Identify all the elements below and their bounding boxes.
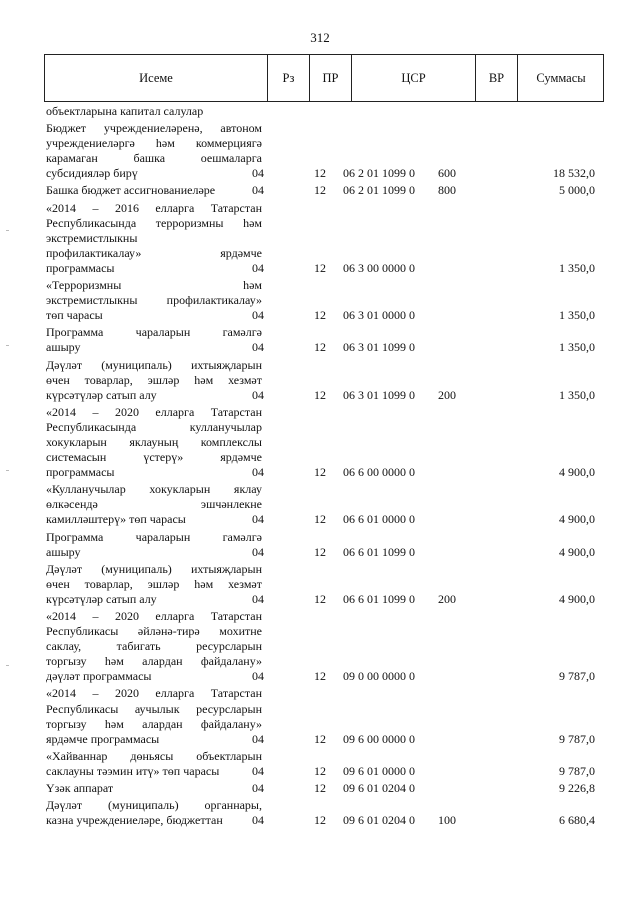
cell-csr: 06 2 01 1099 0 [343,183,415,198]
cell-sum: 1 350,0 [559,387,595,402]
row-name-line: «2014 – 2020 елларга Татарстан [46,404,262,419]
table-row [46,749,602,779]
cell-vr: 100 [438,813,456,828]
cell-rz: 04 [252,813,264,828]
cell-rz: 04 [252,763,264,778]
row-name-line: Дәүләт (муниципаль) ихтыяҗларын [46,357,262,372]
row-name-line: казна учреждениеләре, бюджеттан [46,813,223,828]
row-name-line: ярдәмче программасы [46,731,160,746]
table-row [46,325,602,355]
cell-sum: 4 900,0 [559,591,595,606]
cell-csr: 06 3 00 0000 0 [343,260,415,275]
row-name [46,781,262,796]
row-name-line: Бюджет учреждениеләренә, автоном [46,121,262,136]
row-name-line: саклау, табигать ресурсларын [46,639,262,654]
cell-rz: 04 [252,308,264,323]
cell-csr: 09 6 01 0204 0 [343,781,415,796]
row-name [46,609,262,684]
header-csr: ЦСР [352,55,476,101]
cell-sum: 1 350,0 [559,340,595,355]
row-name-line: өлкәсендә эшчәнлекне [46,497,262,512]
cell-sum: 9 787,0 [559,763,595,778]
cell-pr: 12 [314,465,326,480]
row-name [46,358,262,403]
margin-mark [6,230,9,231]
cell-csr: 06 3 01 1099 0 [343,387,415,402]
cell-sum: 4 900,0 [559,465,595,480]
cell-sum: 18 532,0 [553,166,595,181]
cell-sum: 9 226,8 [559,781,595,796]
table-header [44,54,604,102]
table-row [46,278,602,323]
cell-pr: 12 [314,591,326,606]
cell-pr: 12 [314,166,326,181]
row-name-line: Программа чараларын гамәлгә [46,325,262,340]
cell-pr: 12 [314,544,326,559]
cell-sum: 4 900,0 [559,544,595,559]
cell-csr: 06 3 01 1099 0 [343,340,415,355]
header-vr: ВР [476,55,518,101]
cell-sum: 9 787,0 [559,731,595,746]
table-row [46,798,602,828]
row-name-line: төп чарасы [46,308,103,323]
cell-pr: 12 [314,308,326,323]
cell-pr: 12 [314,260,326,275]
row-name-line: Башка бюджет ассигнованиеләре [46,183,216,198]
cell-sum: 5 000,0 [559,183,595,198]
row-name-line: субсидияләр бирү [46,166,138,181]
cell-csr: 06 2 01 1099 0 [343,166,415,181]
row-name-line: дәүләт программасы [46,669,152,684]
row-name-line: ашыру [46,544,81,559]
table-row [46,562,602,607]
row-name [46,278,262,323]
row-name-line: «Кулланучылар хокукларын яклау [46,482,262,497]
cell-vr: 800 [438,183,456,198]
row-name [46,104,262,119]
header-rz: Рз [268,55,310,101]
cell-sum: 4 900,0 [559,512,595,527]
row-name-line: программасы [46,465,115,480]
row-name-line: күрсәтүләр сатып алу [46,591,157,606]
row-name-line: Дәүләт (муниципаль) органнары, [46,798,262,813]
cell-csr: 06 3 01 0000 0 [343,308,415,323]
row-name-line: Дәүләт (муниципаль) ихтыяҗларын [46,561,262,576]
page-number: 312 [310,30,330,45]
row-name-line: өчен товарлар, эшләр һәм хезмәт [46,372,262,387]
cell-rz: 04 [252,183,264,198]
table-row [46,104,602,119]
row-name-line: «2014 – 2020 елларга Татарстан [46,686,262,701]
row-name-line: саклауны тәэмин итү» төп чарасы [46,763,220,778]
table-row [46,183,602,198]
row-name-line: камилләштерү» төп чарасы [46,512,186,527]
row-name [46,686,262,746]
cell-rz: 04 [252,669,264,684]
cell-sum: 6 680,4 [559,813,595,828]
cell-rz: 04 [252,512,264,527]
cell-sum: 1 350,0 [559,260,595,275]
row-name-line: программасы [46,260,115,275]
row-name-line: Программа чараларын гамәлгә [46,529,262,544]
cell-rz: 04 [252,465,264,480]
row-name [46,482,262,527]
cell-rz: 04 [252,340,264,355]
cell-csr: 06 6 01 1099 0 [343,591,415,606]
cell-pr: 12 [314,781,326,796]
row-name-line: өчен товарлар, эшләр һәм хезмәт [46,576,262,591]
cell-vr: 200 [438,591,456,606]
row-name-line: Республикасында терроризмны һәм [46,215,262,230]
table-row [46,405,602,480]
cell-csr: 09 6 01 0204 0 [343,813,415,828]
row-name-line: күрсәтүләр сатып алу [46,387,157,402]
row-name-line: Республикасында кулланучылар [46,419,262,434]
row-name-line: карамаган башка оешмаларга [46,151,262,166]
row-name-line: хокукларын яклауның комплекслы [46,434,262,449]
cell-pr: 12 [314,763,326,778]
row-name-line: системасын үстерү» ярдәмче [46,450,262,465]
row-name-line: профилактикалау» ярдәмче [46,245,262,260]
row-name-line: Республикасы әйләнә-тирә мохитне [46,624,262,639]
cell-pr: 12 [314,183,326,198]
cell-rz: 04 [252,731,264,746]
cell-sum: 1 350,0 [559,308,595,323]
header-name: Исеме [45,55,268,101]
row-name-line: торгызу һәм алардан файдалану» [46,654,262,669]
cell-pr: 12 [314,512,326,527]
cell-pr: 12 [314,387,326,402]
cell-rz: 04 [252,166,264,181]
cell-rz: 04 [252,781,264,796]
row-name-line: «Терроризмны һәм [46,278,262,293]
row-name [46,183,262,198]
table-row [46,781,602,796]
row-name-line: Үзәк аппарат [46,781,114,796]
row-name [46,530,262,560]
row-name-line: «Хайваннар дөньясы объектларын [46,748,262,763]
cell-rz: 04 [252,260,264,275]
row-name-line: экстремистлыкны [46,230,138,245]
cell-sum: 9 787,0 [559,669,595,684]
cell-csr: 06 6 00 0000 0 [343,465,415,480]
table-row [46,358,602,403]
margin-mark [6,665,9,666]
table-row [46,530,602,560]
row-name [46,562,262,607]
row-name-line: учреждениеләргә һәм коммерциягә [46,136,262,151]
margin-mark [6,470,9,471]
row-name [46,798,262,828]
cell-pr: 12 [314,731,326,746]
row-name-line: «2014 – 2016 елларга Татарстан [46,200,262,215]
cell-csr: 09 6 01 0000 0 [343,763,415,778]
row-name [46,325,262,355]
row-name-line: торгызу һәм алардан файдалану» [46,716,262,731]
cell-csr: 09 6 00 0000 0 [343,731,415,746]
cell-vr: 200 [438,387,456,402]
cell-pr: 12 [314,669,326,684]
table-row [46,121,602,181]
cell-pr: 12 [314,813,326,828]
row-name [46,121,262,181]
table-row [46,609,602,684]
table-row [46,686,602,746]
row-name [46,405,262,480]
header-pr: ПР [310,55,352,101]
table-row [46,482,602,527]
cell-csr: 06 6 01 0000 0 [343,512,415,527]
cell-vr: 600 [438,166,456,181]
table-body [46,104,602,830]
row-name-line: ашыру [46,340,81,355]
cell-pr: 12 [314,340,326,355]
row-name-line: объектларына капитал салулар [46,104,204,118]
header-sum: Суммасы [536,70,586,85]
row-name-line: Республикасы аучылык ресурсларын [46,701,262,716]
cell-csr: 09 0 00 0000 0 [343,669,415,684]
row-name [46,749,262,779]
cell-rz: 04 [252,544,264,559]
cell-csr: 06 6 01 1099 0 [343,544,415,559]
row-name-line: экстремистлыкны профилактикалау» [46,293,262,308]
row-name [46,201,262,276]
cell-rz: 04 [252,591,264,606]
row-name-line: «2014 – 2020 елларга Татарстан [46,609,262,623]
cell-rz: 04 [252,387,264,402]
table-row [46,201,602,276]
margin-mark [6,345,9,346]
